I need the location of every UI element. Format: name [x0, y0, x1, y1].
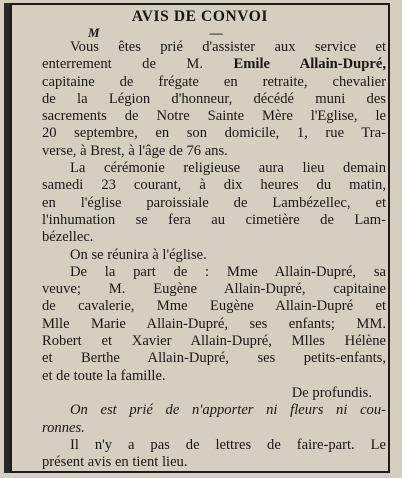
- text-line: bézellec.: [42, 229, 94, 246]
- paragraph-flowers: [14, 402, 386, 437]
- mark-left: M: [88, 25, 100, 40]
- text-line: en l'église paroissiale de Lambézellec, et: [42, 194, 386, 211]
- paragraph-announcement: [14, 437, 386, 472]
- text-line: Vous êtes prié d'assister aux service et: [70, 39, 386, 55]
- paragraph-invitation: [14, 39, 386, 160]
- deceased-name: Emile Allain-Dupré,: [233, 56, 387, 73]
- text-fragment: enterrement de M.: [42, 56, 234, 73]
- paragraph-prayer: [14, 385, 386, 402]
- text-line: La cérémonie religieuse aura lieu demain: [70, 160, 386, 177]
- text-line: 20 septembre, en son domicile, 1, rue Tra-: [42, 125, 386, 142]
- printer-marks: [88, 27, 386, 39]
- text-line: capitaine de frégate en retraite, chevalier: [42, 73, 386, 90]
- text-line: sacrements de Notre Sainte Mère l'Eglise, le: [42, 108, 386, 125]
- text-line: de la Légion d'honneur, décédé muni des: [42, 90, 386, 107]
- text-line: Robert et Xavier Allain-Dupré, Mlles Hélène: [42, 333, 386, 350]
- notice-title: AVIS DE CONVOI: [131, 8, 269, 25]
- text-line: De profundis.: [291, 384, 372, 401]
- text-line: Mlle Marie Allain-Dupré, ses enfants; MM.: [42, 315, 386, 332]
- text-line: De la part de : Mme Allain-Dupré, sa: [70, 263, 386, 280]
- text-line: ronnes.: [42, 419, 85, 436]
- text-line: l'inhumation se fera au cimetière de Lam-: [42, 211, 386, 228]
- text-line: présent avis en tient lieu.: [42, 454, 188, 471]
- text-line: On est prié de n'apporter ni fleurs ni cou-: [70, 402, 386, 419]
- text-line: et de toute la famille.: [42, 367, 166, 384]
- text-line: et Berthe Allain-Dupré, ses petits-enfants,: [42, 350, 386, 367]
- text-line: On se réunira à l'église.: [70, 246, 207, 263]
- paragraph-meeting: [14, 247, 386, 264]
- funeral-notice: [14, 8, 386, 471]
- mark-right: —: [209, 25, 223, 40]
- text-line: verse, à Brest, à l'âge de 76 ans.: [42, 142, 228, 159]
- text-line: de cavalerie, Mme Eugène Allain-Dupré et: [42, 298, 386, 315]
- paragraph-family: [14, 264, 386, 385]
- text-line: veuve; M. Eugène Allain-Dupré, capitaine: [42, 281, 386, 298]
- text-line: [14, 56, 386, 73]
- text-line: Il n'y a pas de lettres de faire-part. Le: [70, 436, 386, 453]
- text-line: samedi 23 courant, à dix heures du matin,: [42, 177, 386, 194]
- paragraph-ceremony: [14, 160, 386, 246]
